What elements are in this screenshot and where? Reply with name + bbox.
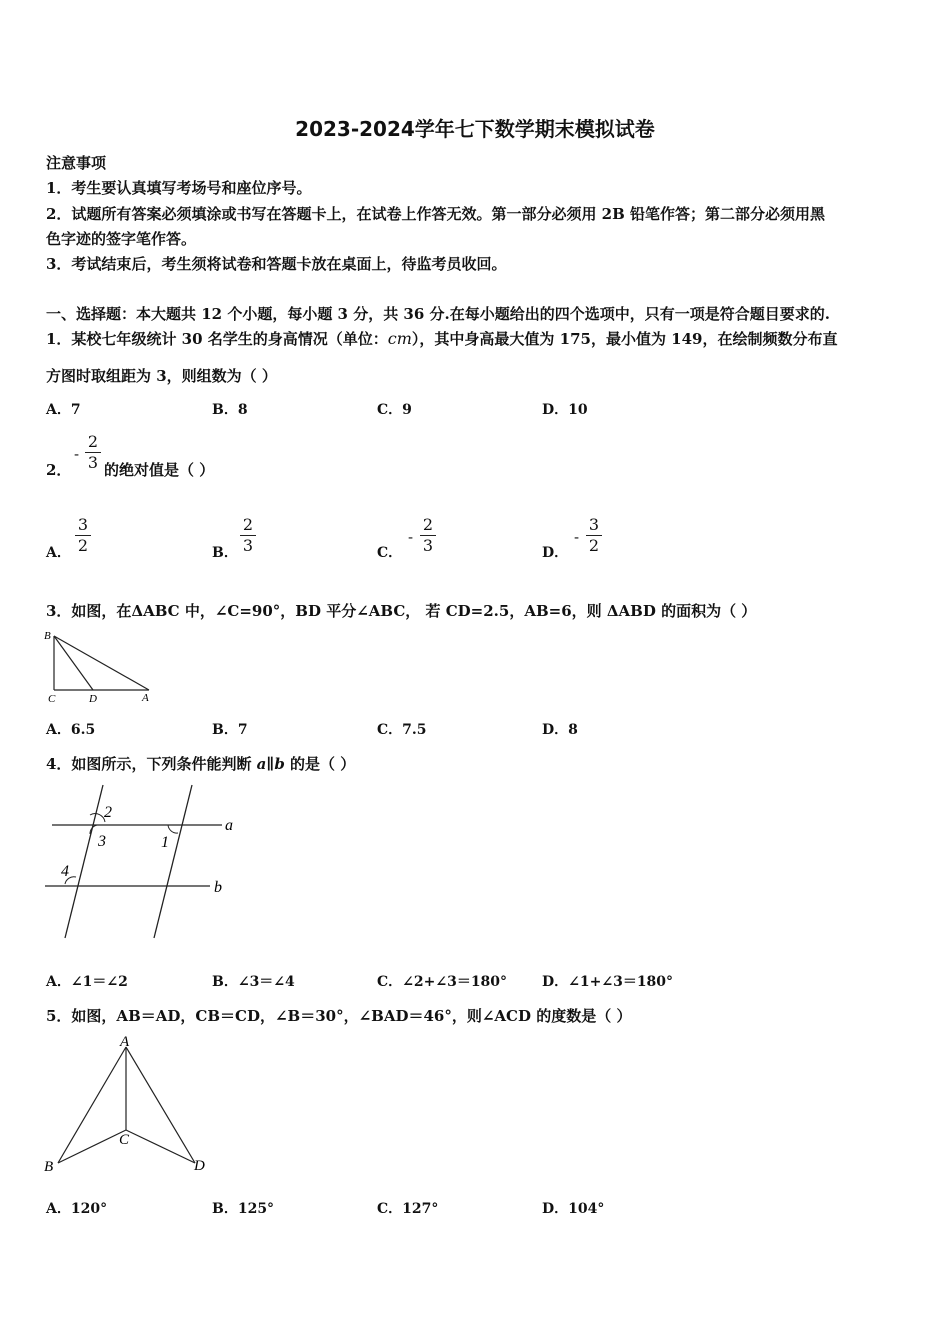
question-4-option-d[interactable]: D．∠1+∠3＝180° [542,974,674,990]
question-4-text-b: 的是（ ） [284,755,356,773]
notice-item: 色字迹的签字笔作答。 [46,230,197,248]
question-1-option-c[interactable]: C．9 [377,402,412,418]
question-4-option-b[interactable]: B．∠3＝∠4 [212,974,295,990]
question-2-stem: 的绝对值是（ ） [104,461,215,479]
label-a: A [142,692,149,704]
question-2-option-c-minus: - [408,528,414,546]
question-2-option-b-fraction[interactable] [240,516,256,555]
question-1-stem [46,328,837,349]
line-label-a: a [225,817,233,834]
question-3-option-d[interactable]: D．8 [542,722,578,738]
label-d: D [89,693,97,705]
question-4-option-c[interactable]: C．∠2+∠3＝180° [377,974,508,990]
question-5-stem: 5．如图，AB＝AD，CB＝CD，∠B＝30°，∠BAD＝46°，则∠ACD 的度数是（ ） [46,1007,632,1025]
question-2-option-d-label[interactable]: D． [542,545,569,561]
notice-heading: 注意事项 [46,154,107,172]
fraction-numerator: 2 [87,432,99,451]
fraction-numerator: 2 [242,515,254,534]
question-2-option-c-label[interactable]: C． [377,545,403,561]
question-1-stem-line2: 方图时取组距为 3，则组数为（ ） [46,367,277,385]
question-3-triangle-figure [42,628,162,706]
fraction-denominator: 2 [77,536,89,555]
question-1-option-d[interactable]: D．10 [542,402,588,418]
question-1-option-b[interactable]: B．8 [212,402,248,418]
section-heading: 一、选择题：本大题共 12 个小题，每小题 3 分，共 36 分.在每小题给出的四个选项中，只有一项是符合题目要求的. [46,305,830,323]
question-2-option-c-fraction[interactable] [420,516,436,555]
question-1-option-a[interactable]: A．7 [46,402,81,418]
fraction-denominator: 3 [422,536,434,555]
question-3-stem: 3．如图，在ΔABC 中，∠C=90°，BD 平分∠ABC， 若 CD=2.5，AB=6，则 ΔABD 的面积为（ ） [46,602,757,620]
angle-label-4: 4 [61,863,69,880]
label-a: A [120,1034,130,1050]
question-2-minus: - [74,445,80,463]
question-5-option-c[interactable]: C．127° [377,1201,439,1217]
fraction-denominator: 2 [588,536,600,555]
question-5-option-a[interactable]: A．120° [46,1201,108,1217]
question-2-option-b-label[interactable]: B． [212,545,238,561]
question-5-kite-figure [38,1030,218,1180]
question-3-option-c[interactable]: C．7.5 [377,722,427,738]
fraction-denominator: 3 [242,536,254,555]
question-2-option-a-label[interactable]: A． [46,545,71,561]
question-4-text-a: 4．如图所示，下列条件能判断 [46,755,257,773]
notice-item: 1．考生要认真填写考场号和座位序号。 [46,179,312,197]
label-d: D [194,1158,205,1174]
question-2-option-d-fraction[interactable] [586,516,602,555]
page-title: 2023-2024学年七下数学期末模拟试卷 [295,117,655,141]
question-2-number: 2． [46,461,72,479]
fraction-numerator: 2 [422,515,434,534]
line-label-b: b [214,879,222,896]
question-3-option-b[interactable]: B．7 [212,722,248,738]
label-b: B [44,630,51,642]
question-1-text-b: ），其中身高最大值为 175，最小值为 149，在绘制频数分布直 [411,330,838,348]
fraction-numerator: 3 [77,515,89,534]
question-5-option-d[interactable]: D．104° [542,1201,605,1217]
question-2-option-a-fraction[interactable] [75,516,91,555]
question-4-parallel-lines-figure [40,780,250,945]
angle-label-2: 2 [104,804,112,821]
label-c: C [119,1132,130,1148]
label-b: B [44,1159,54,1175]
question-4-option-a[interactable]: A．∠1＝∠2 [46,974,128,990]
fraction-denominator: 3 [87,453,99,472]
notice-item: 2．试题所有答案必须填涂或书写在答题卡上，在试卷上作答无效。第一部分必须用 2B 铅笔作答；第二部分必须用黑 [46,205,826,223]
question-4-math: a∥b [256,755,285,773]
question-1-text-a: 1．某校七年级统计 30 名学生的身高情况（单位： [46,330,388,348]
question-2-option-d-minus: - [574,528,580,546]
notice-item: 3．考试结束后，考生须将试卷和答题卡放在桌面上，待监考员收回。 [46,255,507,273]
angle-label-3: 3 [98,833,106,850]
question-4-stem [46,753,355,774]
fraction-numerator: 3 [588,515,600,534]
question-2-fraction [85,433,101,472]
question-5-option-b[interactable]: B．125° [212,1201,275,1217]
question-1-unit: cm [387,329,412,348]
question-3-option-a[interactable]: A．6.5 [46,722,96,738]
label-c: C [48,693,56,705]
angle-label-1: 1 [161,834,169,851]
